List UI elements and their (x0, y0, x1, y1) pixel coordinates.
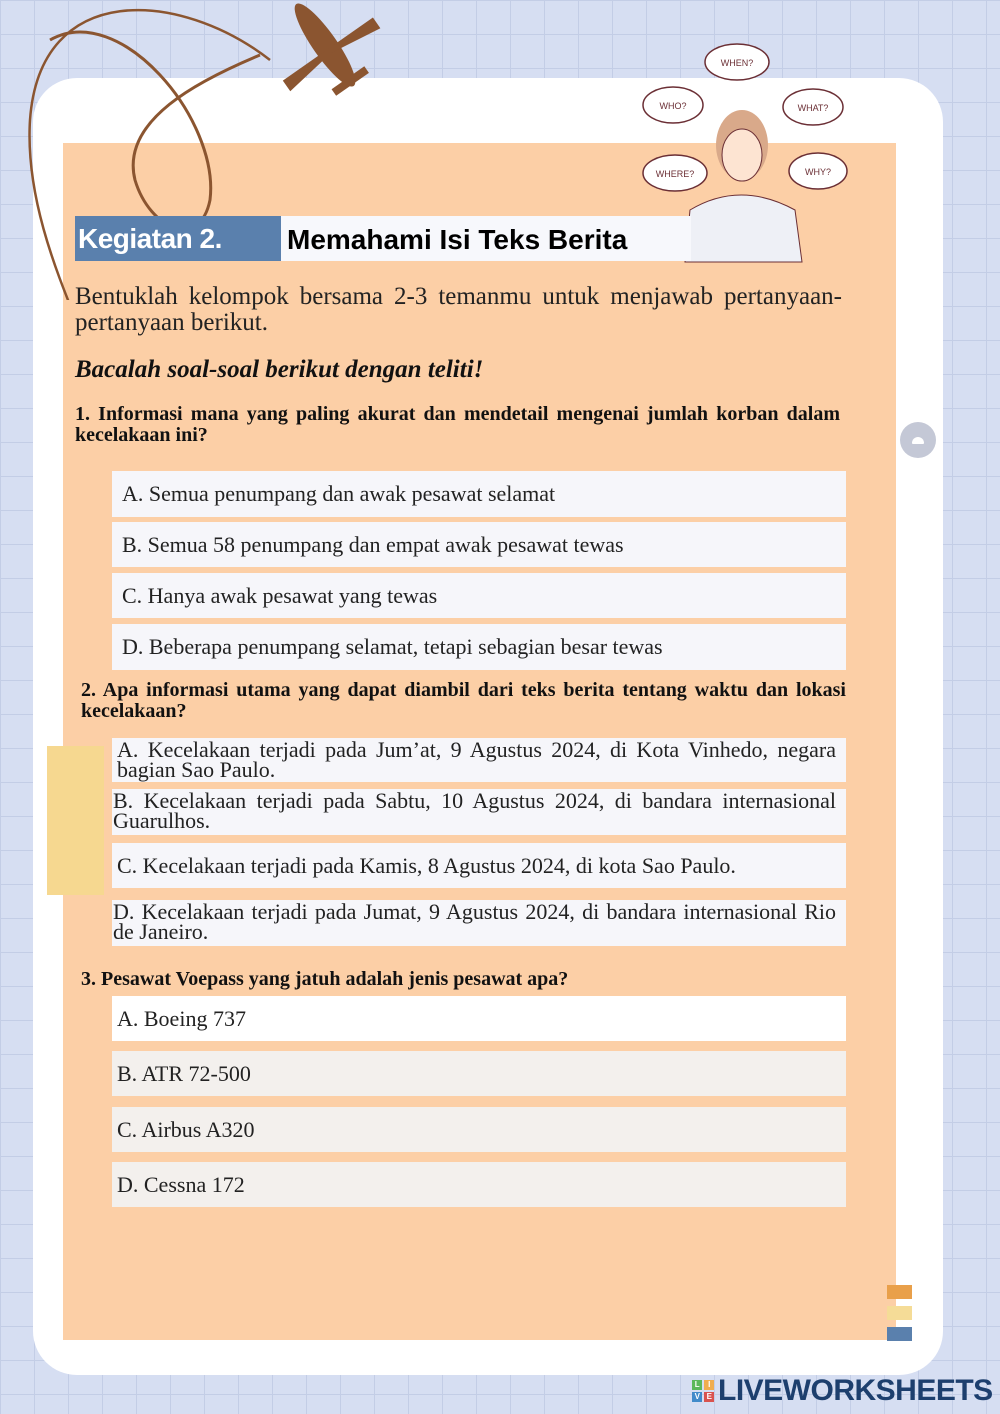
q2-option-c[interactable]: C. Kecelakaan terjadi pada Kamis, 8 Agustus 2024, di kota Sao Paulo. (112, 843, 846, 888)
q3-option-a[interactable]: A. Boeing 737 (112, 996, 846, 1041)
q2-option-d[interactable]: D. Kecelakaan terjadi pada Jumat, 9 Agustus 2024, di bandara internasional Rio de Janeiro. (112, 900, 846, 946)
logo-letter: E (704, 1392, 714, 1402)
instruction-text: Bacalah soal-soal berikut dengan teliti! (75, 356, 484, 383)
bubble-what: WHAT? (797, 103, 829, 113)
intro-text: Bentuklah kelompok bersama 2-3 temanmu untuk menjawab pertanyaan-pertanyaan berikut. (75, 283, 842, 336)
question-1: 1. Informasi mana yang paling akurat dan mendetail mengenai jumlah korban dalam kecelakaan ini? (75, 403, 840, 446)
sticky-note-decoration (47, 746, 104, 895)
logo-letter: V (692, 1392, 702, 1402)
blue-bar-decoration (887, 1327, 912, 1341)
yellow-bar-decoration (887, 1306, 912, 1320)
logo-icon (692, 1380, 714, 1402)
q1-option-a[interactable]: A. Semua penumpang dan awak pesawat selamat (112, 471, 846, 517)
bubble-when: WHEN? (720, 58, 754, 68)
q3-option-c[interactable]: C. Airbus A320 (112, 1107, 846, 1152)
arrow-up-icon (912, 437, 924, 444)
page-title: Memahami Isi Teks Berita (281, 216, 691, 261)
q1-option-d[interactable]: D. Beberapa penumpang selamat, tetapi sebagian besar tewas (112, 624, 846, 670)
bubble-who: WHO? (659, 101, 687, 111)
q2-option-a[interactable]: A. Kecelakaan terjadi pada Jum’at, 9 Agustus 2024, di Kota Vinhedo, negara bagian Sao Paulo. (112, 738, 846, 782)
orange-bar-decoration (887, 1285, 912, 1299)
q1-option-c[interactable]: C. Hanya awak pesawat yang tewas (112, 573, 846, 618)
activity-tag: Kegiatan 2. (75, 216, 281, 261)
logo-letter: I (704, 1380, 714, 1390)
scroll-button[interactable] (900, 422, 936, 458)
bubble-why: WHY? (804, 167, 832, 177)
q3-option-d[interactable]: D. Cessna 172 (112, 1162, 846, 1207)
q1-option-b[interactable]: B. Semua 58 penumpang dan empat awak pesawat tewas (112, 522, 846, 567)
q2-option-b[interactable]: B. Kecelakaan terjadi pada Sabtu, 10 Agustus 2024, di bandara internasional Guarulhos. (112, 789, 846, 835)
brand-name: LIVEWORKSHEETS (718, 1374, 993, 1407)
q3-option-b[interactable]: B. ATR 72-500 (112, 1051, 846, 1096)
liveworksheets-logo[interactable] (692, 1374, 993, 1408)
question-3: 3. Pesawat Voepass yang jatuh adalah jenis pesawat apa? (81, 968, 569, 990)
logo-letter: L (692, 1380, 702, 1390)
question-2: 2. Apa informasi utama yang dapat diambil dari teks berita tentang waktu dan lokasi kecelakaan? (81, 679, 846, 722)
bubble-where: WHERE? (655, 169, 695, 179)
